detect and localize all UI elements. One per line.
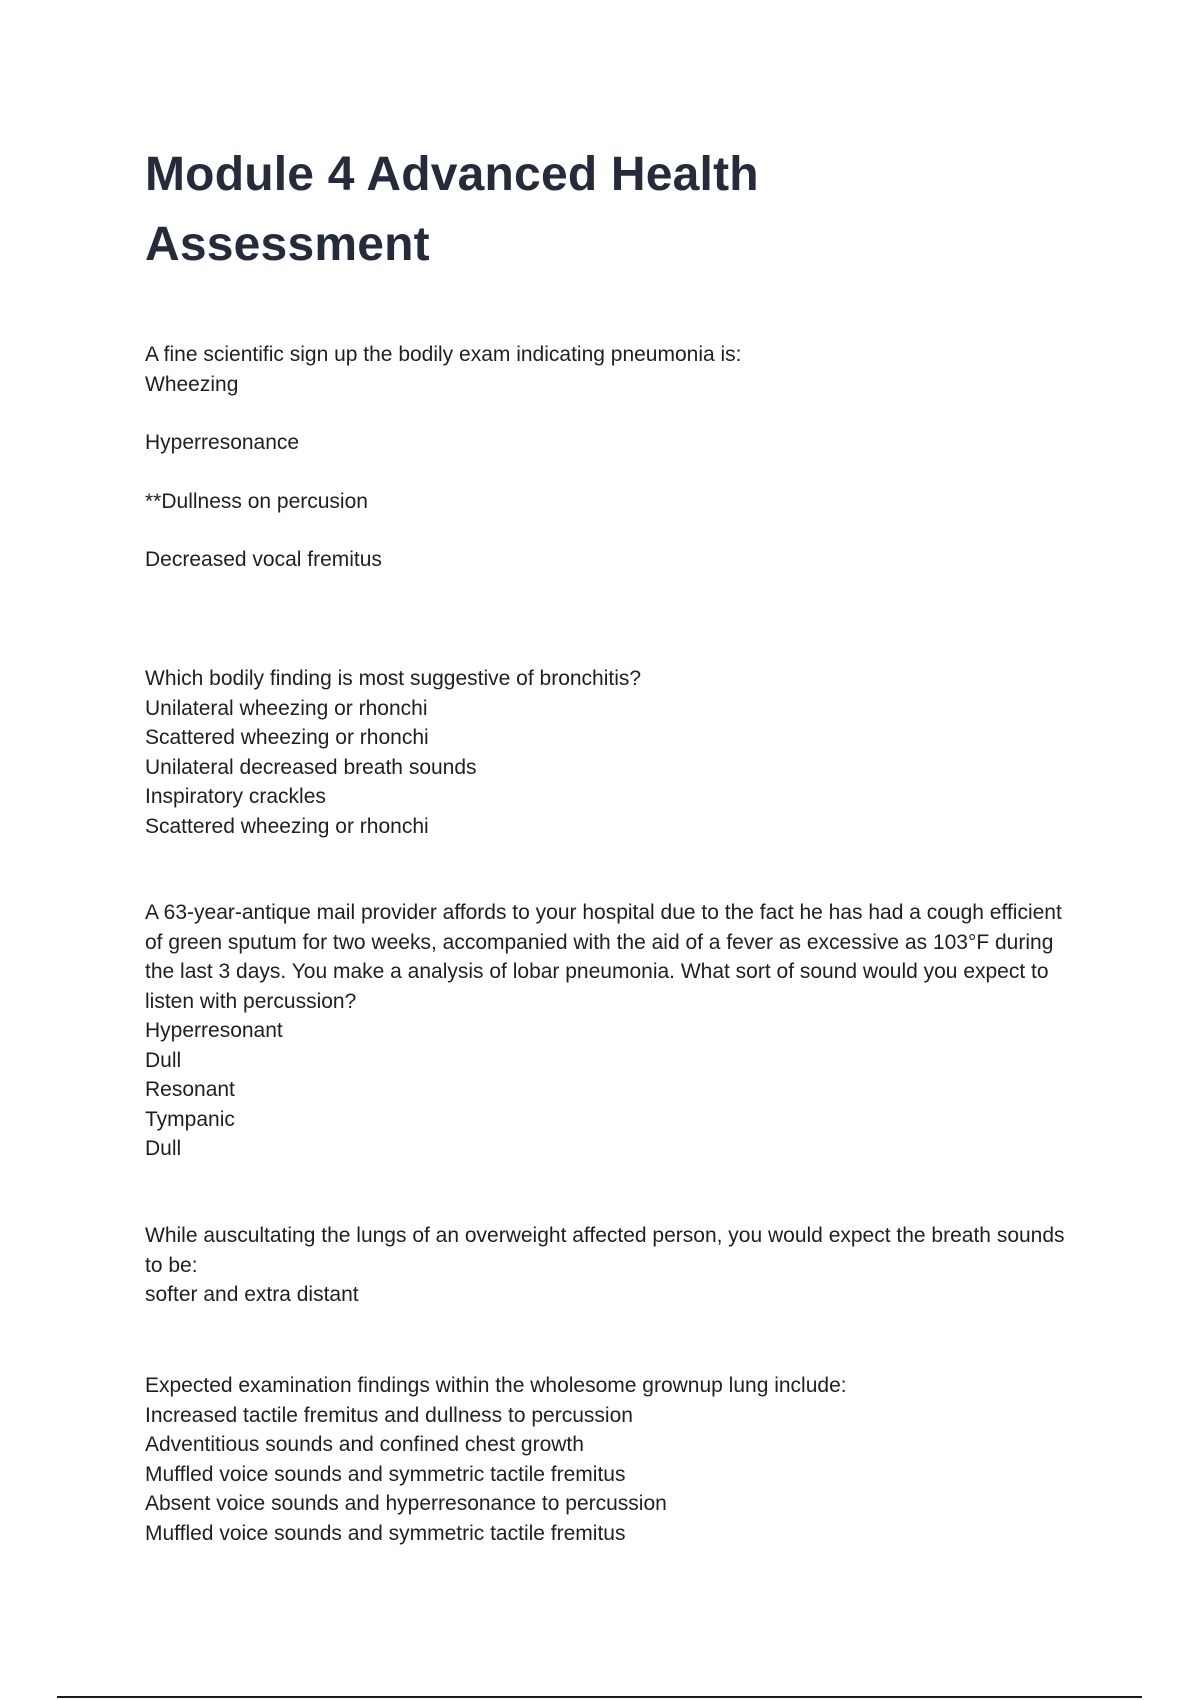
question-1 [145, 340, 1065, 575]
answer-option: Muffled voice sounds and symmetric tactile fremitus [145, 1462, 626, 1486]
correct-answer: Dull [145, 1137, 182, 1160]
answer-option: Absent voice sounds and hyperresonance to percussion [145, 1492, 667, 1515]
answer-option: Resonant [145, 1078, 235, 1101]
answer-option: Scattered wheezing or rhonchi [145, 726, 429, 749]
question-stem: Expected examination findings within the wholesome grownup lung include: [145, 1374, 847, 1397]
page-title: Module 4 Advanced Health Assessment [145, 148, 759, 271]
question-3 [145, 898, 1065, 1164]
answer-option: Tympanic [145, 1107, 235, 1131]
answer-option: Hyperresonant [145, 1019, 283, 1042]
answer-option: Dull [145, 1048, 182, 1072]
answer-option: Hyperresonance [145, 431, 300, 454]
question-stem: Which bodily finding is most suggestive of bronchitis? [145, 667, 642, 690]
answer-option: Inspiratory crackles [145, 785, 326, 808]
correct-answer: Scattered wheezing or rhonchi [145, 814, 429, 838]
question-stem: A 63-year-antique mail provider affords to your hospital due to the fact he has had a cough efficient of green sputum for two weeks, accompanied with the aid of a fever as excessive as 103°F during the last 3 days. You make a analysis of lobar pneumonia. What sort of sound would you expect to listen with percussion? [145, 901, 1062, 1013]
question-4 [145, 1221, 1065, 1310]
question-5 [145, 1371, 1065, 1548]
answer-option: Decreased vocal fremitus [145, 548, 382, 571]
question-stem: While auscultating the lungs of an overweight affected person, you would expect the breath sounds to be: [145, 1224, 1065, 1277]
answer-option: Wheezing [145, 372, 239, 396]
answer-option: Unilateral decreased breath sounds [145, 755, 477, 779]
question-stem: A fine scientific sign up the bodily exam indicating pneumonia is: [145, 343, 742, 366]
correct-answer: softer and extra distant [145, 1283, 359, 1306]
answer-option-marked: **Dullness on percusion [145, 489, 368, 513]
correct-answer: Muffled voice sounds and symmetric tactile fremitus [145, 1521, 626, 1545]
question-2 [145, 664, 1065, 841]
answer-option: Unilateral wheezing or rhonchi [145, 696, 428, 720]
page-bottom-rule [57, 1696, 1142, 1698]
answer-option: Increased tactile fremitus and dullness to percussion [145, 1403, 633, 1427]
answer-option: Adventitious sounds and confined chest growth [145, 1433, 584, 1456]
